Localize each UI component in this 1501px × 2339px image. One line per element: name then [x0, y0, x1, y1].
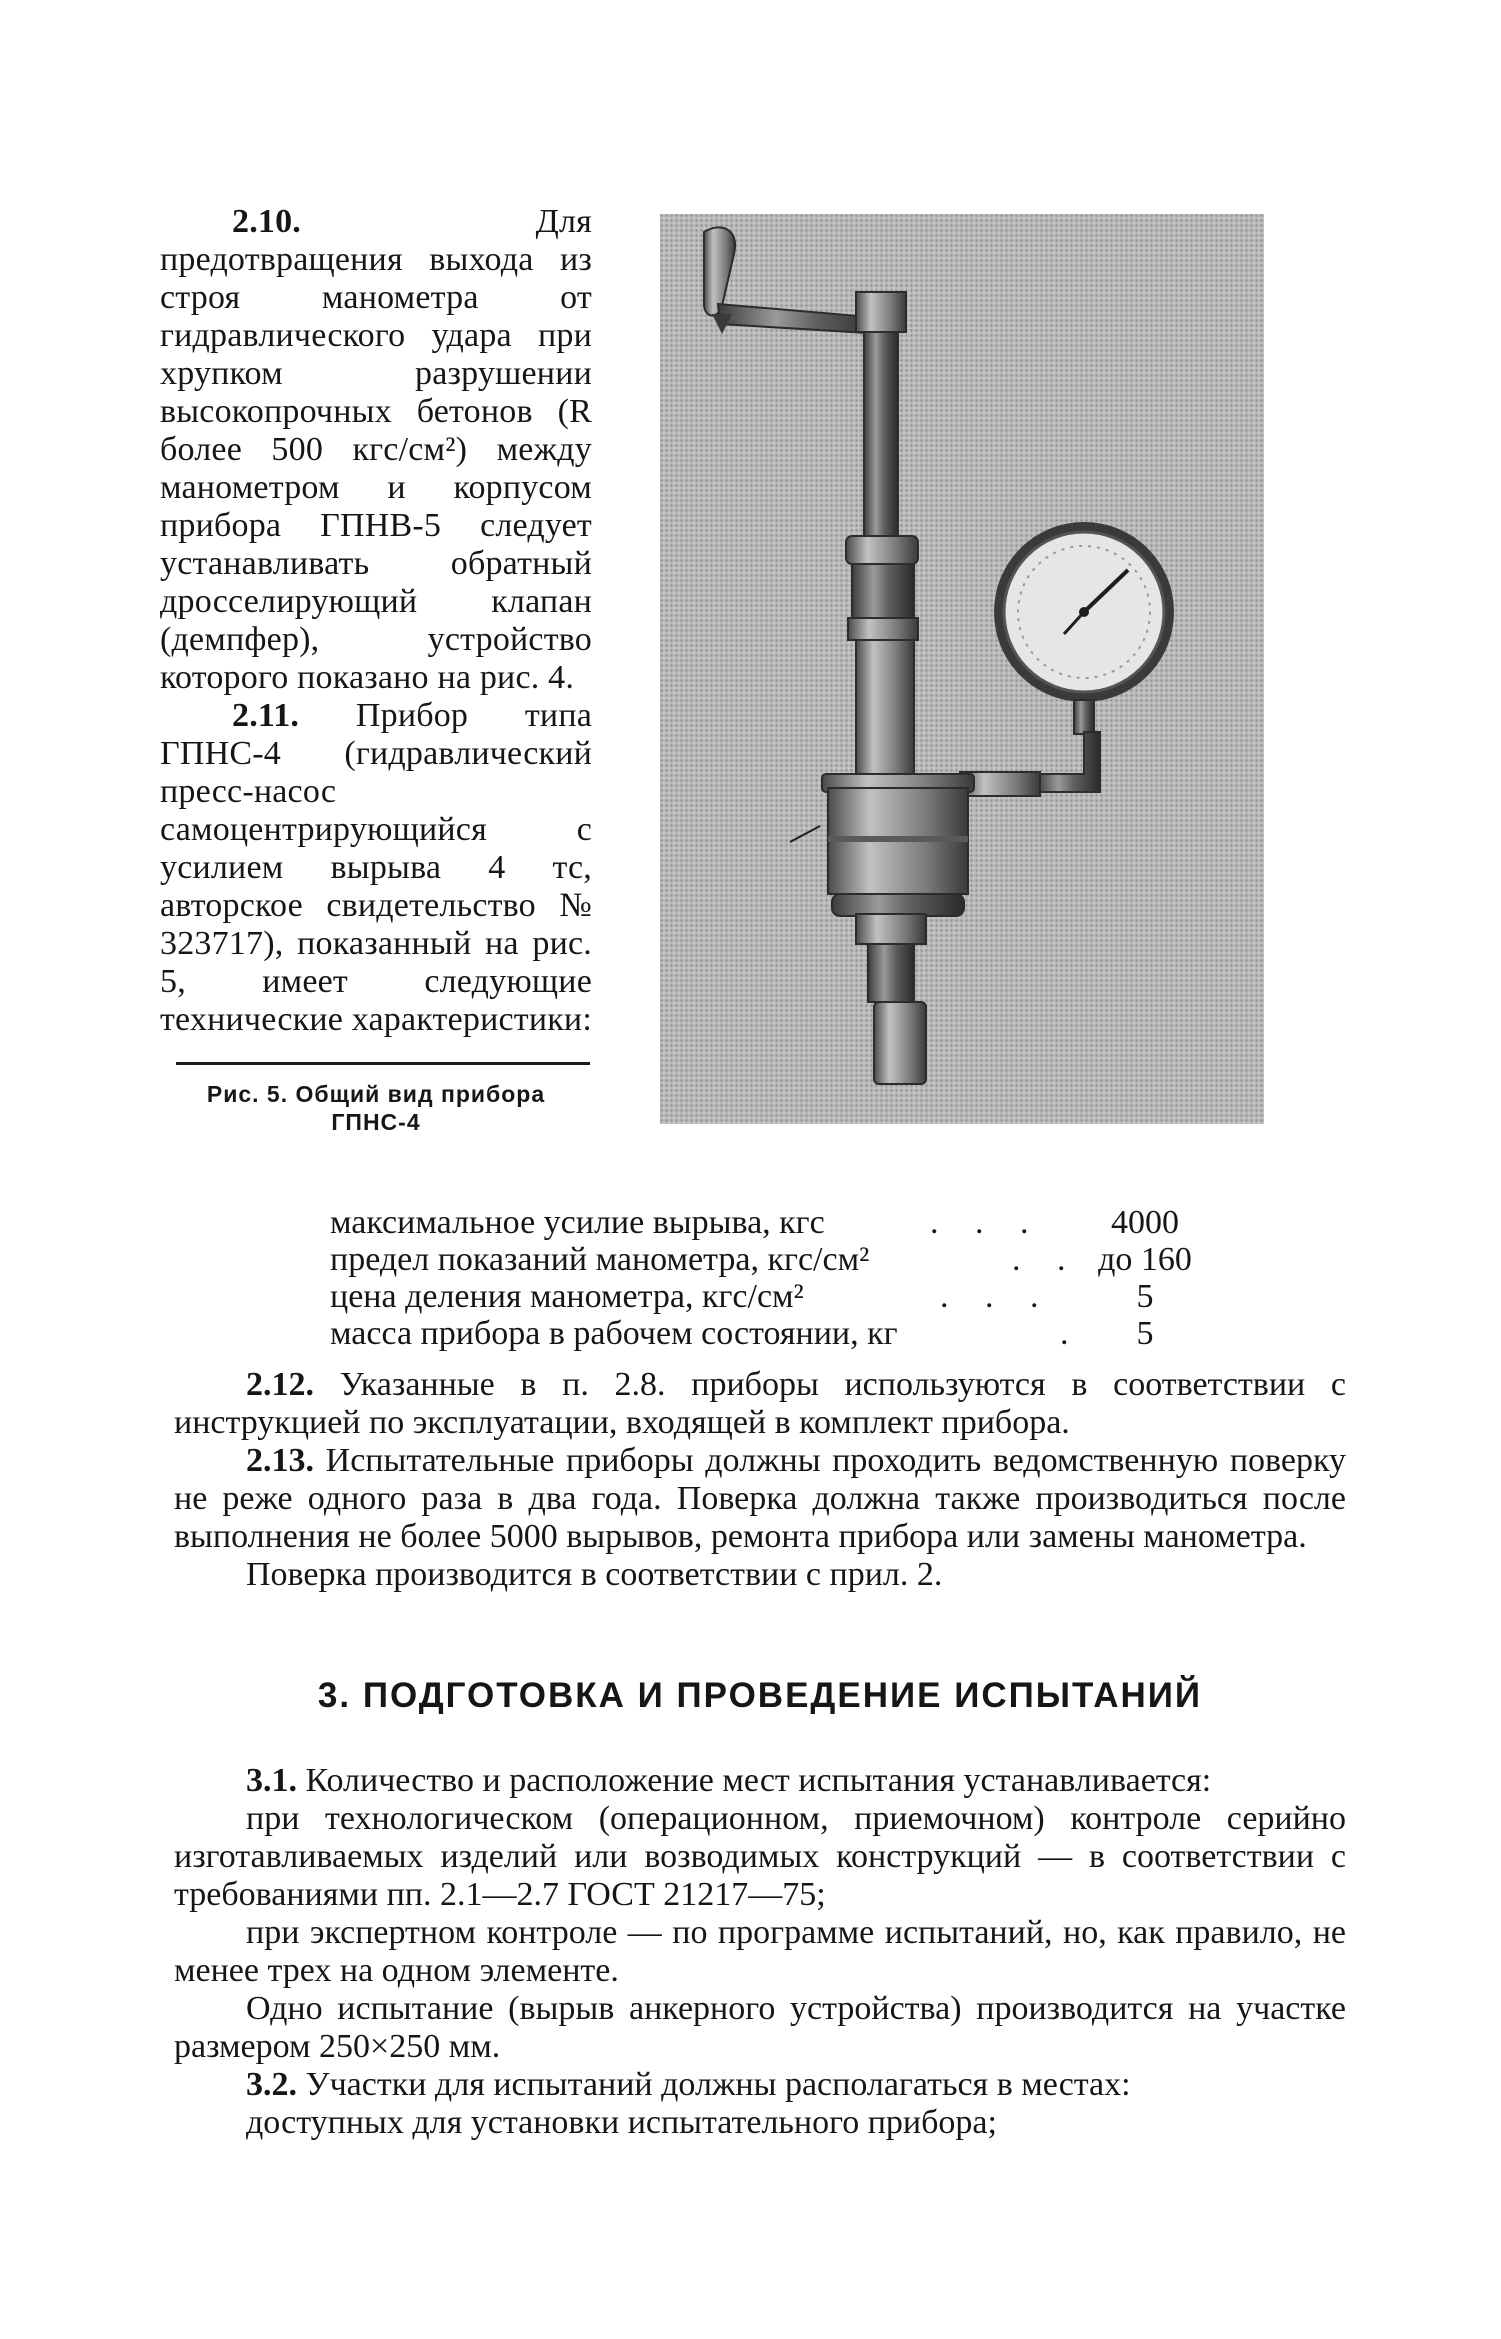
paragraph-text: Испытательные приборы должны проходить ведомственную поверку не реже одного раза в два года. Поверка должна также производиться после выполнения не более 5000 вырывов, ремонта прибора или замены манометра.	[174, 1442, 1346, 1555]
paragraph-text: при экспертном контроле — по программе испытаний, но, как правило, не менее трех на одном элементе.	[174, 1914, 1346, 1989]
left-column-text	[160, 203, 592, 1039]
paragraph-text: Поверка производится в соответствии с прил. 2.	[246, 1556, 943, 1593]
spec-row	[330, 1315, 1210, 1352]
cylinder-body	[846, 536, 918, 786]
paragraph-number: 2.10.	[232, 203, 301, 240]
paragraph-text: Одно испытание (вырыв анкерного устройства) производится на участке размером 250×250 мм.	[174, 1990, 1346, 2065]
section-title: 3. ПОДГОТОВКА И ПРОВЕДЕНИЕ ИСПЫТАНИЙ	[317, 1676, 1203, 1715]
main-text-block-2	[174, 1762, 1346, 2142]
paragraph-number: 2.11.	[232, 697, 300, 734]
paragraph-number: 3.2.	[246, 2066, 297, 2103]
paragraph-text: Прибор типа ГПНС-4 (гидравлический пресс-насос самоцентрирующийся с усилием вырыва 4 тс, авторское свидетельство № 323717), показанный на рис. 5, имеет следующие технические характеристики:	[160, 697, 593, 1038]
paragraph-2-12	[174, 1366, 1346, 1442]
paragraph-2-10	[160, 203, 592, 697]
spec-row	[330, 1241, 1210, 1278]
paragraph-3-1	[174, 1762, 1346, 1800]
figure-caption: Рис. 5. Общий вид прибора ГПНС-4	[206, 1081, 546, 1135]
spec-dots: . . .	[930, 1204, 1043, 1241]
paragraph-number: 2.12.	[246, 1366, 314, 1403]
paragraph-3-2	[174, 2066, 1346, 2104]
paragraph-2-13-b	[174, 1556, 1346, 1594]
paragraph-3-1-c	[174, 1990, 1346, 2066]
spec-label: масса прибора в рабочем состоянии, кг	[330, 1315, 898, 1352]
paragraph-3-1-b	[174, 1914, 1346, 1990]
spec-value: до 160	[1098, 1241, 1192, 1278]
spec-value: 5	[1136, 1315, 1154, 1352]
device-photo	[660, 214, 1264, 1124]
spec-dots: . . .	[940, 1278, 1053, 1315]
figure-caption-rule	[176, 1062, 590, 1065]
spec-row	[330, 1204, 1210, 1241]
screw-rod	[856, 292, 906, 542]
spec-dots: . .	[1012, 1241, 1080, 1278]
paragraph-2-13	[174, 1442, 1346, 1556]
paragraph-2-11	[160, 697, 592, 1039]
main-text-block	[174, 1366, 1346, 1594]
paragraph-text: Участки для испытаний должны располагаться в местах:	[305, 2066, 1131, 2103]
paragraph-3-1-a	[174, 1800, 1346, 1914]
spec-label: предел показаний манометра, кгс/см²	[330, 1241, 870, 1278]
photo-background	[660, 214, 1264, 1124]
spec-list	[330, 1204, 1210, 1352]
spec-row	[330, 1278, 1210, 1315]
spec-label: максимальное усилие вырыва, кгс	[330, 1204, 825, 1241]
spec-value: 5	[1136, 1278, 1154, 1315]
paragraph-3-2-a	[174, 2104, 1346, 2142]
paragraph-text: Указанные в п. 2.8. приборы используются в соответствии с инструкцией по эксплуатации, входящей в комплект прибора.	[174, 1366, 1347, 1441]
paragraph-text: доступных для установки испытательного прибора;	[246, 2104, 997, 2141]
paragraph-text: при технологическом (операционном, приемочном) контроле серийно изготавливаемых изделий или возводимых конструкций — в соответствии с требованиями пп. 2.1—2.7 ГОСТ 21217—75;	[174, 1800, 1346, 1913]
spec-value: 4000	[1111, 1204, 1179, 1241]
paragraph-text: Количество и расположение мест испытания устанавливается:	[305, 1762, 1212, 1799]
paragraph-number: 2.13.	[246, 1442, 314, 1479]
paragraph-text: Для предотвращения выхода из строя манометра от гидравлического удара при хрупком разрушении высокопрочных бетонов (R более 500 кгс/см²) между манометром и корпусом прибора ГПНВ-5 следует устанавливать обратный дросселирующий клапан (демпфер), устройство которого показано на рис. 4.	[160, 203, 592, 696]
spec-dots: .	[1060, 1315, 1083, 1352]
spec-label: цена деления манометра, кгс/см²	[330, 1278, 804, 1315]
paragraph-number: 3.1.	[246, 1762, 297, 1799]
